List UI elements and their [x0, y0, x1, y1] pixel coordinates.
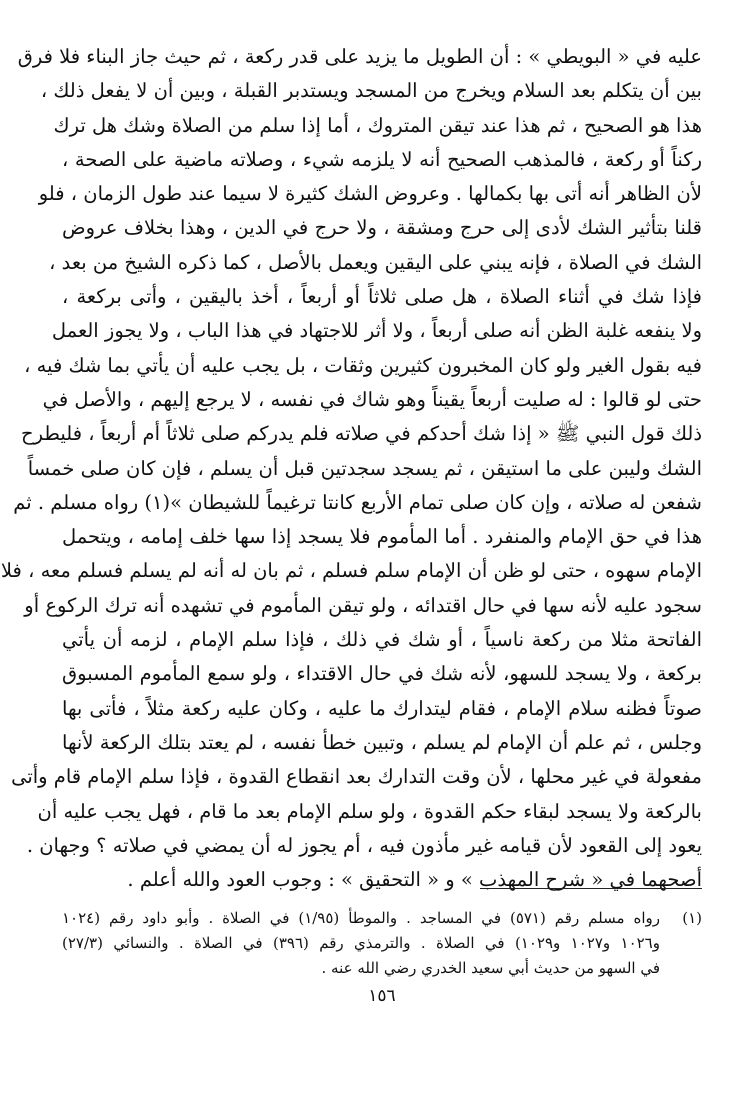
text-line: فيه بقول الغير ولو كان المخبرون كثيرين وثقات ، بل يجب عليه أن يأتي بما شك فيه ، — [24, 353, 702, 377]
footnote-separator — [480, 888, 702, 889]
text-line: الفاتحة مثلا من ركعة ناسياً ، أو شك في ذلك ، فإذا سلم الإمام ، لزمه أن يأتي — [62, 628, 702, 652]
text-line: الشك في الصلاة ، فإنه يبني على اليقين ويعمل بالأصل ، كما ذكره الشيخ من بعد ، — [49, 250, 702, 274]
text-line: حتى لو قالوا : له صليت أربعاً يقيناً وهو شاك في نفسه ، لا يرجع إليهم ، والأصل في — [42, 387, 702, 411]
text-line: بركعة ، ولا يسجد للسهو، لأنه شك في حال الاقتداء ، ولو سمع المأموم المسبوق — [62, 662, 702, 686]
text-line: وجلس ، ثم علم أن الإمام لم يسلم ، وتبين خطأ نفسه ، لم يعتد بتلك الركعة لأنها — [62, 730, 702, 754]
footnote-marker: (١) — [682, 909, 702, 927]
text-line: مفعولة في غير محلها ، لأن وقت التدارك بعد انقطاع القدوة ، فإذا سلم الإمام قام وأتى — [11, 765, 702, 789]
text-line: ذلك قول النبي ﷺ « إذا شك أحدكم في صلاته فلم يدركم صلى ثلاثاً أم أربعاً ، فليطرح — [21, 422, 702, 446]
footnote-line: في السهو من حديث أبي سعيد الخدري رضي الله عنه . — [321, 959, 660, 977]
text-line: بين أن يتكلم بعد السلام ويخرج من المسجد ويستدبر القبلة ، وبين أن لا يفعل ذلك ، — [40, 79, 702, 103]
footnote-line: رواه مسلم رقم (٥٧١) في المساجد . والموطأ (١/٩٥) في الصلاة . وأبو داود رقم (١٠٢٤ — [62, 909, 661, 927]
text-line: هذا في حق الإمام والمنفرد . أما المأموم فلا يسجد إذا سها خلف إمامه ، ويتحمل — [62, 525, 702, 549]
footnotes — [62, 906, 702, 981]
page-number: ١٥٦ — [368, 986, 396, 1006]
text-line: أصحهما في « شرح المهذب » و « التحقيق » : وجوب العود والله أعلم . — [127, 868, 702, 892]
text-line: عليه في « البويطي » : أن الطويل ما يزيد على قدر ركعة ، ثم حيث جاز البناء فلا فرق — [17, 45, 702, 68]
text-line: سجود عليه لأنه سها في حال اقتدائه ، ولو تيقن المأموم في تشهده أنه ترك الركوع أو — [24, 593, 702, 617]
footnote — [62, 906, 702, 981]
footnote-text — [62, 906, 660, 981]
page — [0, 40, 702, 1006]
text-line: لأن الظاهر أنه أتى بها بكمالها . وعروض الشك كثيرة لا سيما عند طول الزمان ، فلو — [38, 182, 702, 206]
text-line: فإذا شك في أثناء الصلاة ، هل صلى ثلاثاً أو أربعاً ، أخذ باليقين ، وأتى بركعة ، — [62, 285, 702, 309]
text-line: ولا ينفعه غلبة الظن أنه صلى أربعاً ، ولا أثر للاجتهاد في هذا الباب ، ولا يجوز العمل — [51, 319, 702, 343]
text-line: بالركعة ولا يسجد لبقاء حكم القدوة ، ولو سلم الإمام بعد ما قام ، فهل يجب عليه أن — [37, 799, 702, 823]
text-line: الشك وليبن على ما استيقن ، ثم يسجد سجدتين قبل أن يسلم ، فإن كان صلى خمساً — [27, 456, 702, 480]
text-line: هذا هو الصحيح ، ثم هذا عند تيقن المتروك ، أما إذا سلم من الصلاة وشك هل ترك — [53, 113, 702, 137]
footnote-line: و١٠٢٦ و١٠٢٧ و١٠٢٩) في الصلاة . والترمذي رقم (٣٩٦) في الصلاة . والنسائي (٢٧/٣) — [62, 934, 660, 952]
text-line: يعود إلى القعود لأن قيامه غير مأذون فيه ، أم يجوز له أن يمضي في صلاته ؟ وجهان . — [26, 833, 702, 857]
text-line: شفعن له صلاته ، وإن كان صلى تمام الأربع كانتا ترغيماً للشيطان »(١) رواه مسلم . ثم — [13, 490, 702, 514]
text-line: ركناً أو ركعة ، فالمذهب الصحيح أنه لا يلزمه شيء ، وصلاته ماضية على الصحة ، — [62, 147, 702, 171]
text-line: صوتاً فظنه سلام الإمام ، فقام ليتدارك ما عليه ، وكان عليه ركعة مثلاً ، فأتى بها — [62, 696, 702, 720]
text-line: قلنا بتأثير الشك لأدى إلى حرج ومشقة ، ولا حرج في الدين ، وهذا بخلاف عروض — [62, 216, 702, 240]
main-text — [0, 40, 702, 897]
text-line: الإمام سهوه ، حتى لو ظن أن الإمام سلم فسلم ، ثم بان له أنه لم يسلم فسلم معه ، فلا — [0, 559, 702, 583]
